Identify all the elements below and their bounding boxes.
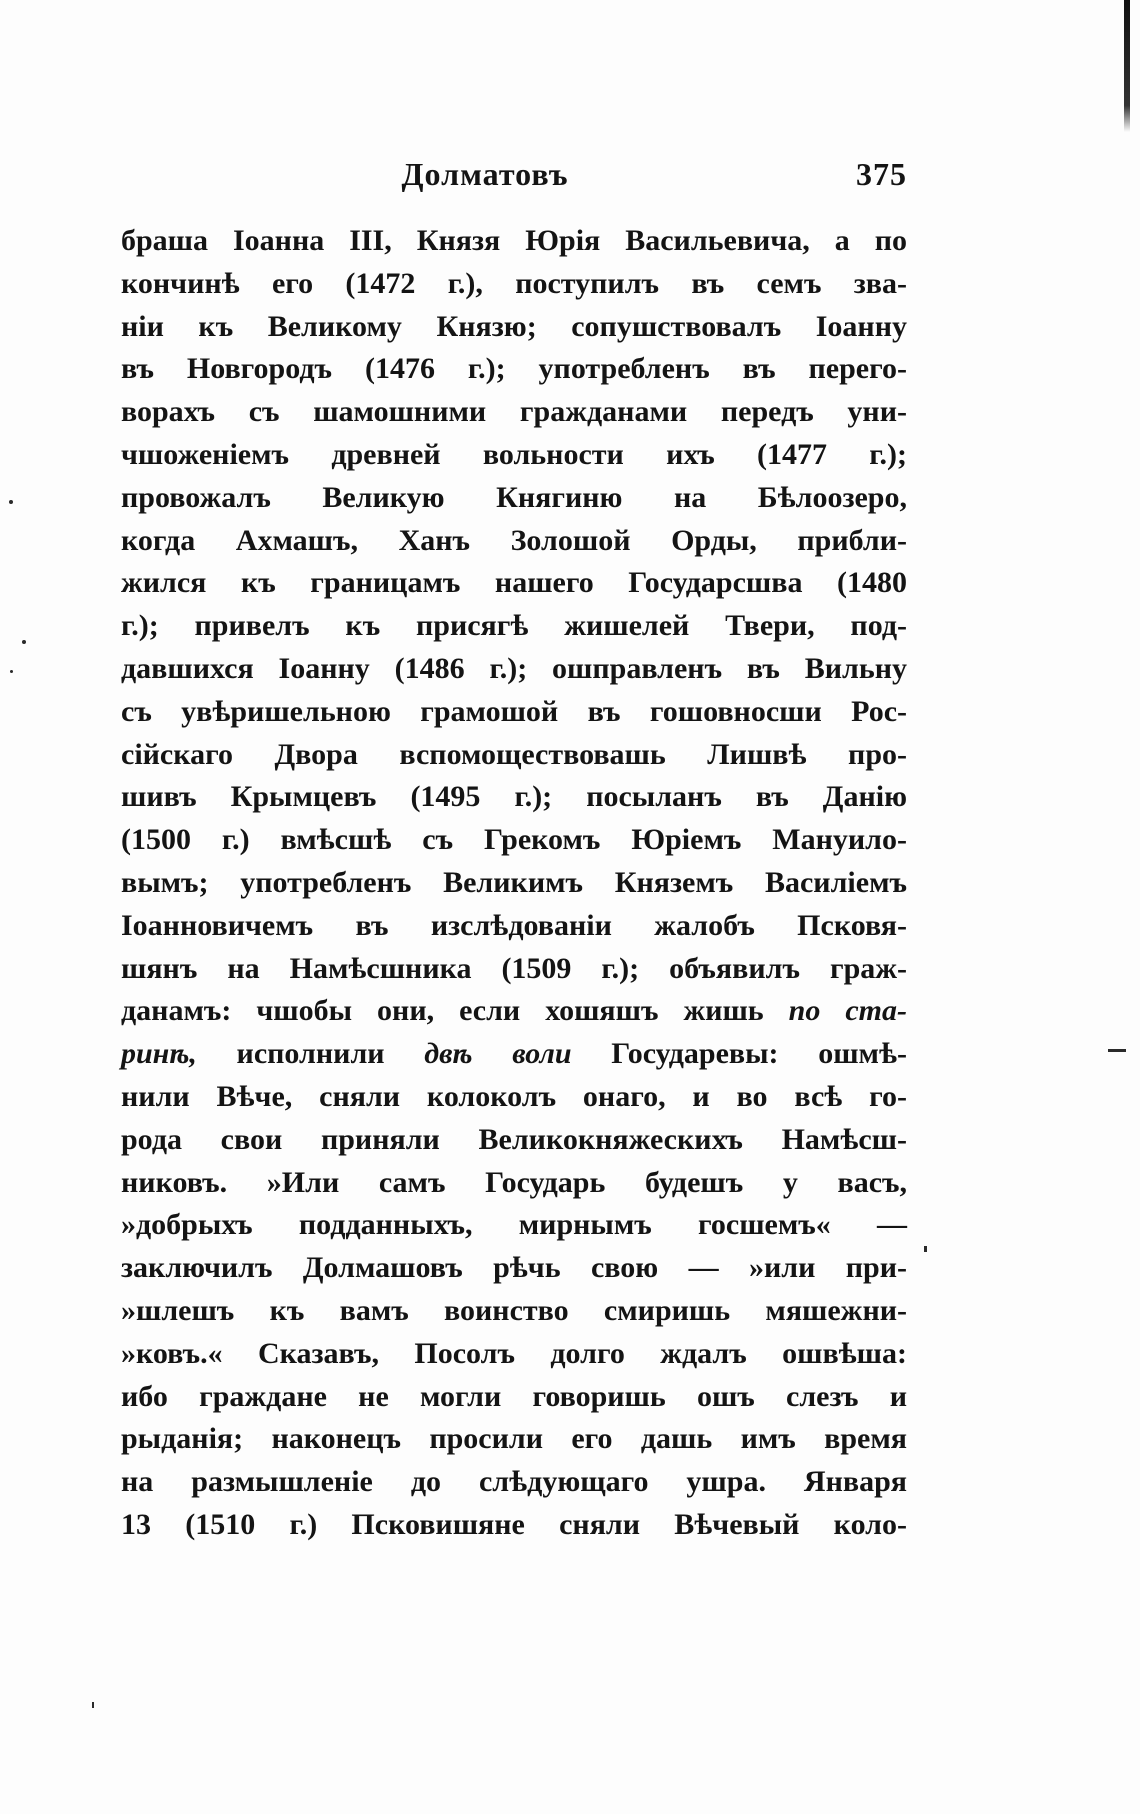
text-line — [121, 691, 907, 734]
text-line — [121, 391, 907, 434]
text-segment: никовъ. »Или самъ Государь будешъ у васъ, — [121, 1165, 907, 1199]
text-segment: »ковъ.« Сказавъ, Посолъ долго ждалъ ошвѣша: — [121, 1336, 907, 1370]
text-line — [121, 990, 907, 1033]
text-segment: Государевы: ошмѣ- — [571, 1037, 907, 1071]
scan-speck — [22, 640, 26, 644]
scan-speck — [924, 1246, 927, 1252]
text-segment: на размышленіе до слѣдующаго ушра. Января — [121, 1465, 907, 1499]
scan-edge-shadow — [1124, 0, 1130, 132]
text-line — [121, 819, 907, 862]
text-segment: ніи къ Великому Князю; сопушствовалъ Іоанну — [121, 309, 907, 343]
text-segment: вымъ; употребленъ Великимъ Княземъ Василіемъ — [121, 865, 907, 899]
text-segment: сійскаго Двора вспомоществовашь Лишвѣ про- — [121, 737, 907, 771]
text-line — [121, 1204, 907, 1247]
text-line — [121, 263, 907, 306]
body-text — [121, 220, 907, 1547]
text-segment: рыданія; наконецъ просили его дашь имъ время — [121, 1422, 907, 1456]
scan-dash — [1108, 1049, 1126, 1052]
text-segment: рода свои приняли Великокняжескихъ Намѣсш- — [121, 1122, 907, 1156]
text-segment: 13 (1510 г.) Псковишяне сняли Вѣчевый коло- — [121, 1507, 907, 1541]
text-segment: когда Ахмашъ, Ханъ Золошой Орды, прибли- — [121, 523, 907, 557]
text-line — [121, 1247, 907, 1290]
text-line — [121, 605, 907, 648]
text-line — [121, 1033, 907, 1076]
text-segment: кончинѣ его (1472 г.), поступилъ въ семъ зва- — [121, 266, 907, 300]
text-line — [121, 1290, 907, 1333]
text-segment: »добрыхъ подданныхъ, мирнымъ госшемъ« — — [121, 1208, 907, 1242]
text-segment: исполнили — [196, 1037, 425, 1071]
scan-speck — [9, 500, 13, 504]
text-line — [121, 1162, 907, 1205]
page-number: 375 — [856, 156, 907, 192]
text-segment: ворахъ съ шамошними гражданами передъ уни- — [121, 395, 907, 429]
text-line — [121, 1418, 907, 1461]
text-line — [121, 948, 907, 991]
text-line — [121, 905, 907, 948]
text-line — [121, 434, 907, 477]
text-line — [121, 1333, 907, 1376]
text-segment: нили Вѣче, сняли колоколъ онаго, и во всѣ го- — [121, 1079, 907, 1113]
text-segment: браша Іоанна III, Князя Юрія Васильевича, а по — [121, 224, 907, 257]
text-line — [121, 862, 907, 905]
text-line — [121, 776, 907, 819]
text-segment: въ Новгородъ (1476 г.); употребленъ въ перего- — [121, 352, 907, 386]
text-line — [121, 1376, 907, 1419]
text-line — [121, 734, 907, 777]
text-segment: (1500 г.) вмѣсшѣ съ Грекомъ Юріемъ Мануило- — [121, 823, 907, 857]
text-segment: г.); привелъ къ присягѣ жишелей Твери, под- — [121, 609, 907, 643]
italic-segment: двѣ воли — [424, 1037, 572, 1071]
text-line — [121, 1119, 907, 1162]
text-segment: шянъ на Намѣсшника (1509 г.); объявилъ граж- — [121, 951, 907, 985]
text-segment: жился къ границамъ нашего Государсшва (1480 — [121, 566, 907, 600]
scan-speck — [10, 670, 13, 673]
italic-segment: по ста- — [788, 994, 907, 1028]
text-line — [121, 1461, 907, 1504]
text-segment: давшихся Іоанну (1486 г.); ошправленъ въ Вильну — [121, 651, 907, 685]
running-head: Долматовъ — [401, 156, 569, 192]
text-segment: »шлешъ къ вамъ воинство смиришь мяшежни- — [121, 1293, 907, 1327]
text-segment: съ увѣришельною грамошой въ гошовносши Рос- — [121, 694, 907, 728]
scan-speck — [92, 1702, 94, 1708]
text-line — [121, 562, 907, 605]
italic-segment: ринѣ, — [121, 1037, 197, 1071]
text-segment: Іоанновичемъ въ изслѣдованіи жалобъ Псковя- — [121, 908, 907, 942]
text-segment: провожалъ Великую Княгиню на Бѣлоозеро, — [121, 480, 907, 514]
text-line — [121, 1504, 907, 1547]
text-line — [121, 477, 907, 520]
text-line — [121, 648, 907, 691]
text-line — [121, 1076, 907, 1119]
text-line — [121, 306, 907, 349]
text-line — [121, 348, 907, 391]
text-segment: шивъ Крымцевъ (1495 г.); посыланъ въ Данію — [121, 780, 907, 814]
text-segment: заключилъ Долмашовъ рѣчь свою — »или при- — [121, 1251, 907, 1285]
text-segment: данамъ: чшобы они, если хошяшъ жишь — [121, 994, 789, 1028]
text-segment: ибо граждане не могли говоришь ошъ слезъ и — [121, 1379, 907, 1413]
text-line — [121, 220, 907, 263]
text-segment: чшоженіемъ древней вольности ихъ (1477 г.); — [121, 437, 907, 471]
text-line — [121, 520, 907, 563]
